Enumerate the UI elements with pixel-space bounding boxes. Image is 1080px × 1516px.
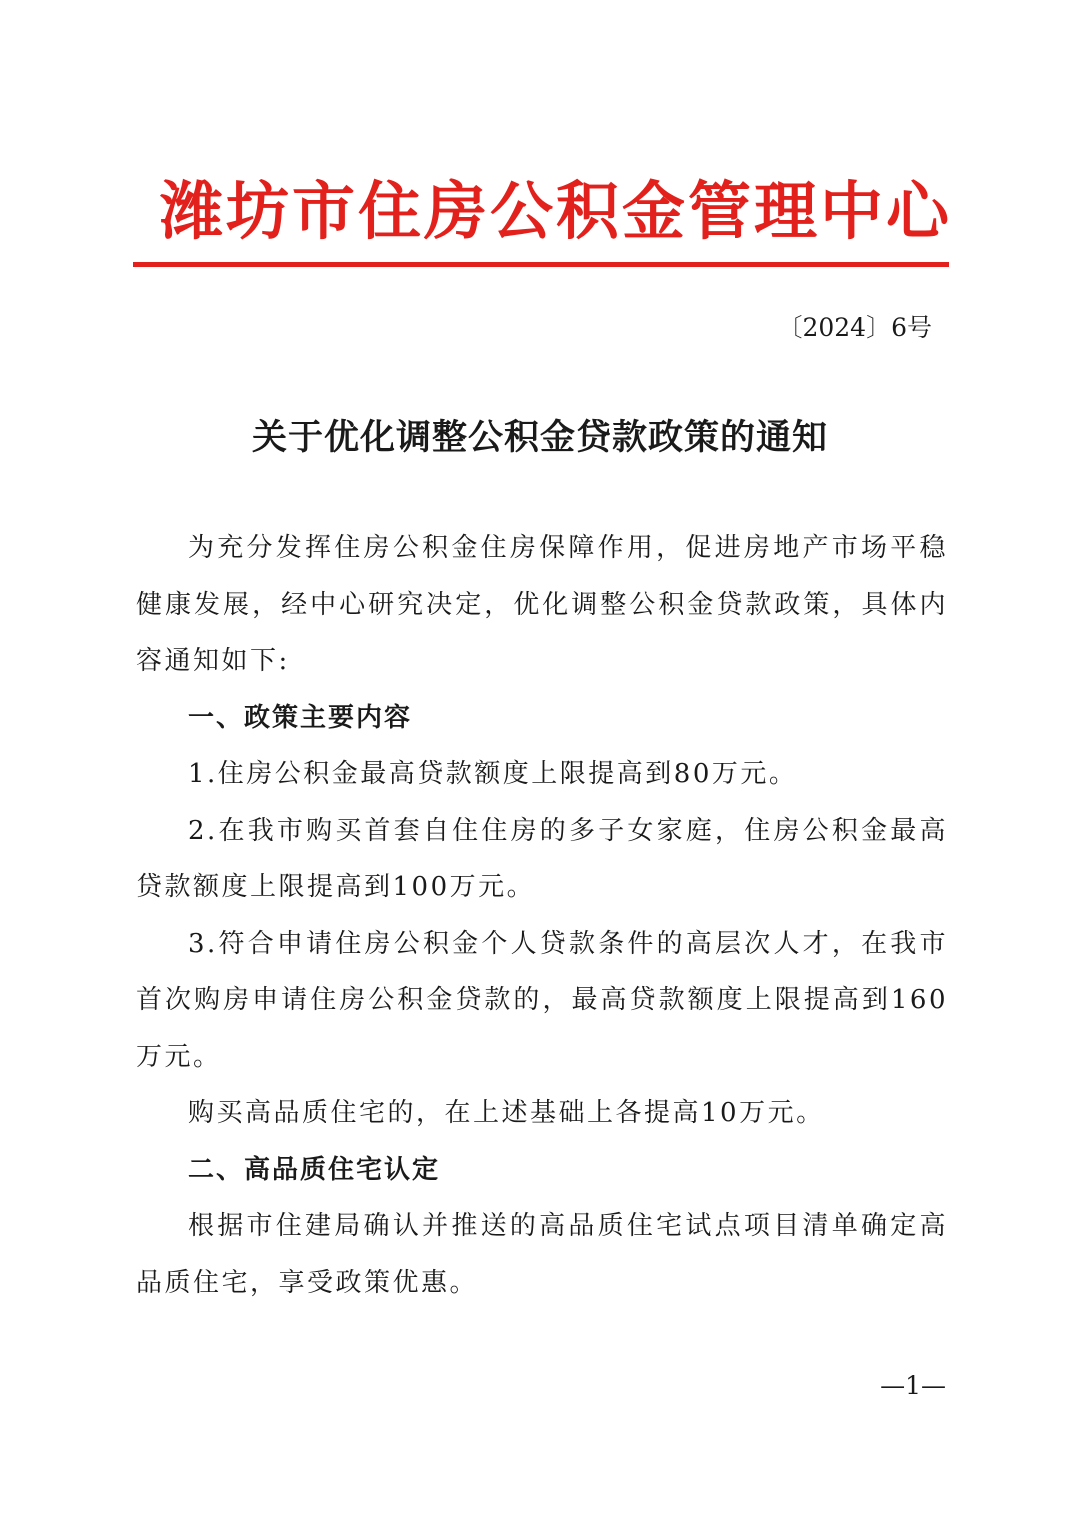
page-number: —1—: [880, 1371, 946, 1400]
section-heading-2: 二、高品质住宅认定: [188, 1154, 441, 1185]
intro-paragraph: 为充分发挥住房公积金住房保障作用，促进房地产市场平稳健康发展，经中心研究决定，优化调整公积金贷款政策，具体内容通知如下:: [136, 533, 948, 676]
document-number: 〔2024〕6号: [777, 313, 932, 342]
policy-item-3: 3.符合申请住房公积金个人贷款条件的高层次人才，在我市首次购房申请住房公积金贷款的，最高贷款额度上限提高到160万元。: [136, 928, 948, 1072]
document-body: [136, 520, 948, 1311]
policy-item-2: 2.在我市购买首套自住住房的多子女家庭，住房公积金最高贷款额度上限提高到100万元。: [136, 815, 948, 902]
organization-header: 潍坊市住房公积金管理中心: [160, 175, 952, 248]
red-separator-line: [133, 262, 949, 267]
quality-housing-paragraph: 根据市住建局确认并推送的高品质住宅试点项目清单确定高品质住宅，享受政策优惠。: [136, 1211, 948, 1298]
policy-item-1: 1.住房公积金最高贷款额度上限提高到80万元。: [188, 759, 798, 789]
document-title: 关于优化调整公积金贷款政策的通知: [251, 418, 828, 458]
section-heading-1: 一、政策主要内容: [188, 702, 413, 733]
policy-supplement: 购买高品质住宅的，在上述基础上各提高10万元。: [188, 1098, 825, 1128]
